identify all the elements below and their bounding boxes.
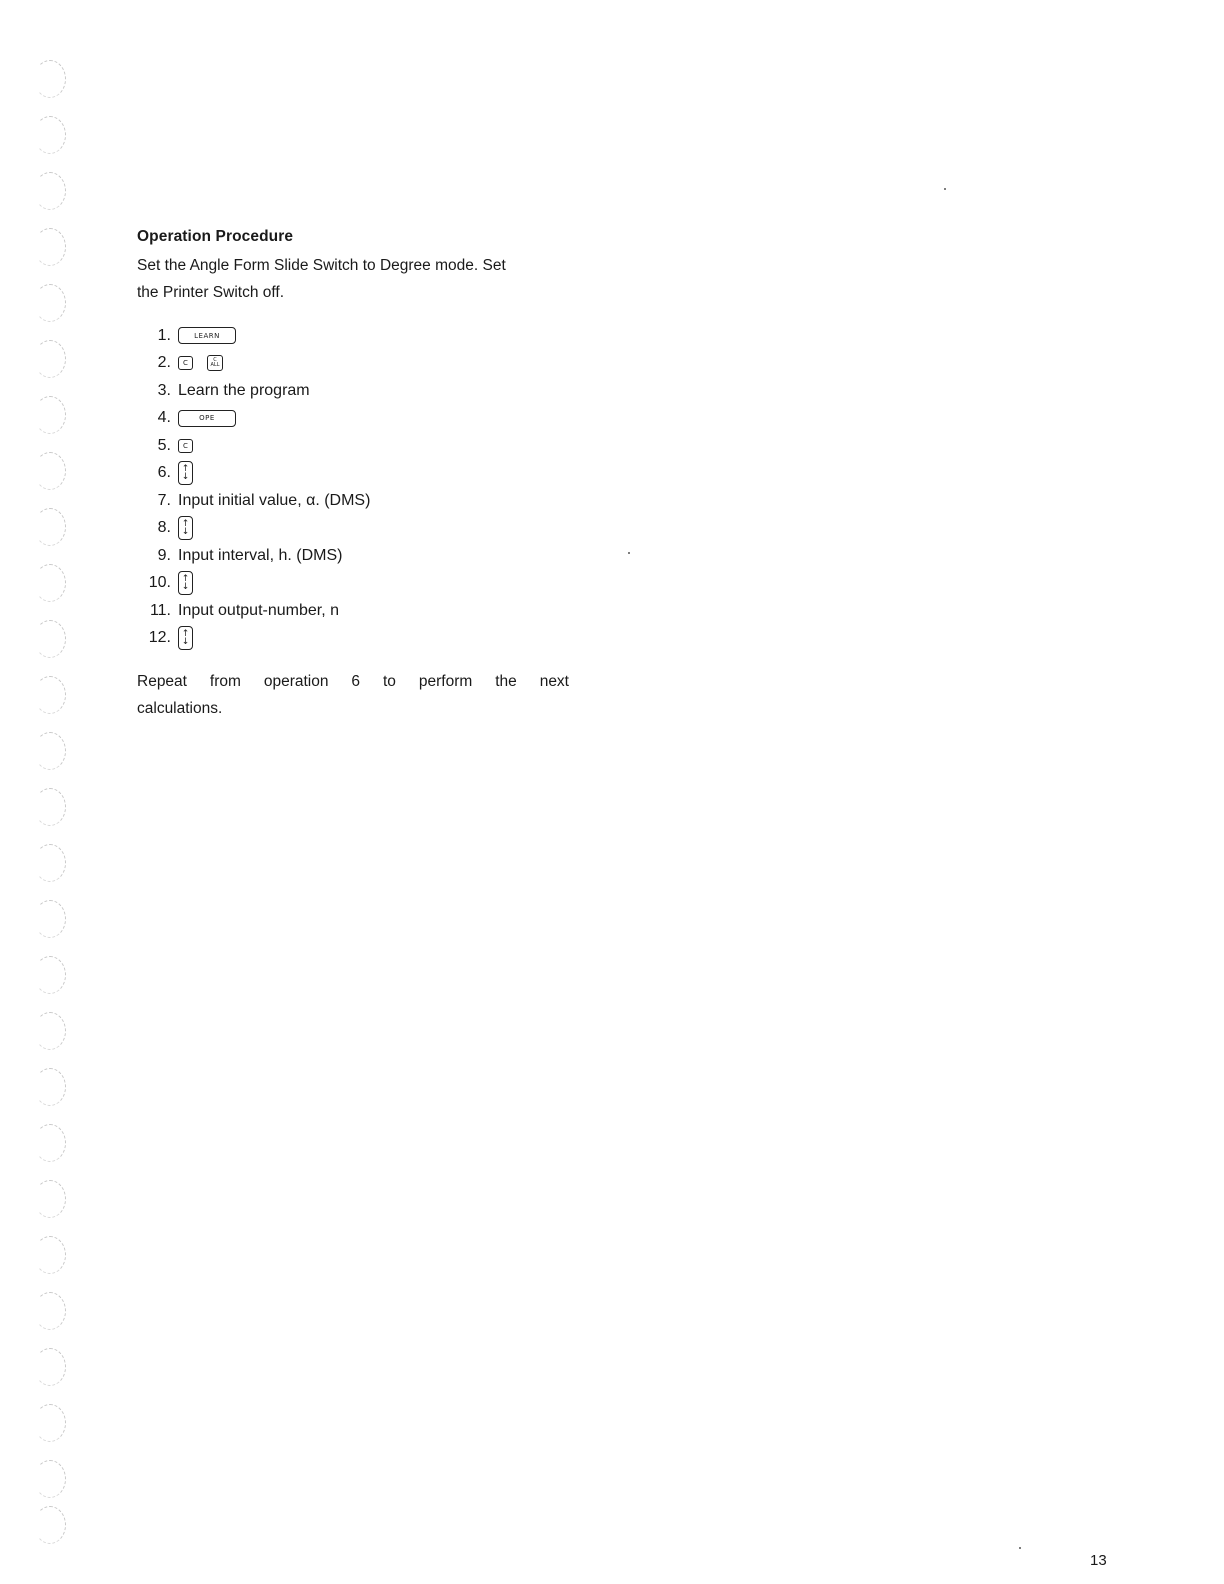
- step-text: Input initial value, α. (DMS): [178, 491, 371, 509]
- step-text: Input interval, h. (DMS): [178, 546, 343, 564]
- step-number: 11.: [149, 601, 171, 619]
- binding-hole-icon: [34, 508, 66, 546]
- step-list: [137, 322, 569, 652]
- binding-hole-icon: [34, 1236, 66, 1274]
- step-number: 8.: [157, 519, 171, 537]
- step-number: 12.: [148, 629, 171, 647]
- step-1: [137, 322, 569, 350]
- step-7: [137, 487, 569, 515]
- binding-hole-icon: [34, 788, 66, 826]
- step-2: [137, 350, 569, 378]
- step-9: [137, 542, 569, 570]
- binding-hole-icon: [34, 1404, 66, 1442]
- clear-key-icon: C: [178, 439, 193, 453]
- step-text: Learn the program: [178, 381, 310, 399]
- binding-hole-icon: [34, 396, 66, 434]
- binding-hole-icon: [34, 1180, 66, 1218]
- step-number: 5.: [157, 436, 171, 454]
- ope-key-icon: OPE: [178, 410, 236, 427]
- binding-hole-icon: [34, 284, 66, 322]
- binding-hole-icon: [34, 452, 66, 490]
- step-text: Input output-number, n: [178, 601, 339, 619]
- step-3: [137, 377, 569, 405]
- binding-hole-icon: [34, 116, 66, 154]
- clear-all-key-icon: C ALL: [207, 355, 223, 371]
- binding-hole-icon: [34, 340, 66, 378]
- binding-hole-icon: [34, 844, 66, 882]
- step-11: [137, 597, 569, 625]
- step-5: [137, 432, 569, 460]
- step-12: [137, 625, 569, 653]
- scan-speck: [1019, 1547, 1021, 1549]
- binding-hole-icon: [34, 1506, 66, 1544]
- step-number: 2.: [157, 354, 171, 372]
- scan-speck: [944, 188, 946, 190]
- step-number: 4.: [157, 409, 171, 427]
- binding-hole-icon: [34, 1292, 66, 1330]
- closing-line-1: Repeat from operation 6 to perform the next: [137, 673, 569, 690]
- binding-hole-icon: [34, 900, 66, 938]
- run-arrows-key-icon: ↑ ↓: [178, 516, 193, 540]
- page-number: 13: [1090, 1552, 1107, 1569]
- run-arrows-key-icon: ↑ ↓: [178, 571, 193, 595]
- section-heading: Operation Procedure: [137, 228, 294, 245]
- binding-hole-icon: [34, 1068, 66, 1106]
- step-6: [137, 460, 569, 488]
- binding-hole-icon: [34, 620, 66, 658]
- step-number: 3.: [157, 381, 171, 399]
- step-number: 1.: [157, 326, 171, 344]
- step-number: 10.: [148, 574, 171, 592]
- binding-hole-icon: [34, 1460, 66, 1498]
- binding-hole-icon: [34, 1348, 66, 1386]
- binding-hole-icon: [34, 1012, 66, 1050]
- operation-procedure-section: [137, 228, 569, 722]
- step-number: 9.: [157, 546, 171, 564]
- step-number: 6.: [157, 464, 171, 482]
- step-number: 7.: [157, 491, 171, 509]
- closing-line-2: calculations.: [137, 700, 223, 717]
- intro-line-1: Set the Angle Form Slide Switch to Degree mode. Set: [137, 257, 506, 274]
- clear-key-icon: C: [178, 356, 193, 370]
- binding-hole-icon: [34, 732, 66, 770]
- binding-hole-icon: [34, 1124, 66, 1162]
- run-arrows-key-icon: ↑ ↓: [178, 626, 193, 650]
- run-arrows-key-icon: ↑ ↓: [178, 461, 193, 485]
- binding-hole-icon: [34, 172, 66, 210]
- step-4: [137, 405, 569, 433]
- scan-speck: [628, 552, 630, 554]
- learn-key-icon: LEARN: [178, 327, 236, 344]
- binding-hole-icon: [34, 228, 66, 266]
- binding-hole-icon: [34, 676, 66, 714]
- binding-hole-icon: [34, 564, 66, 602]
- binding-holes: [28, 60, 76, 1540]
- binding-hole-icon: [34, 956, 66, 994]
- step-10: [137, 570, 569, 598]
- step-8: [137, 515, 569, 543]
- binding-hole-icon: [34, 60, 66, 98]
- intro-line-2: the Printer Switch off.: [137, 284, 285, 301]
